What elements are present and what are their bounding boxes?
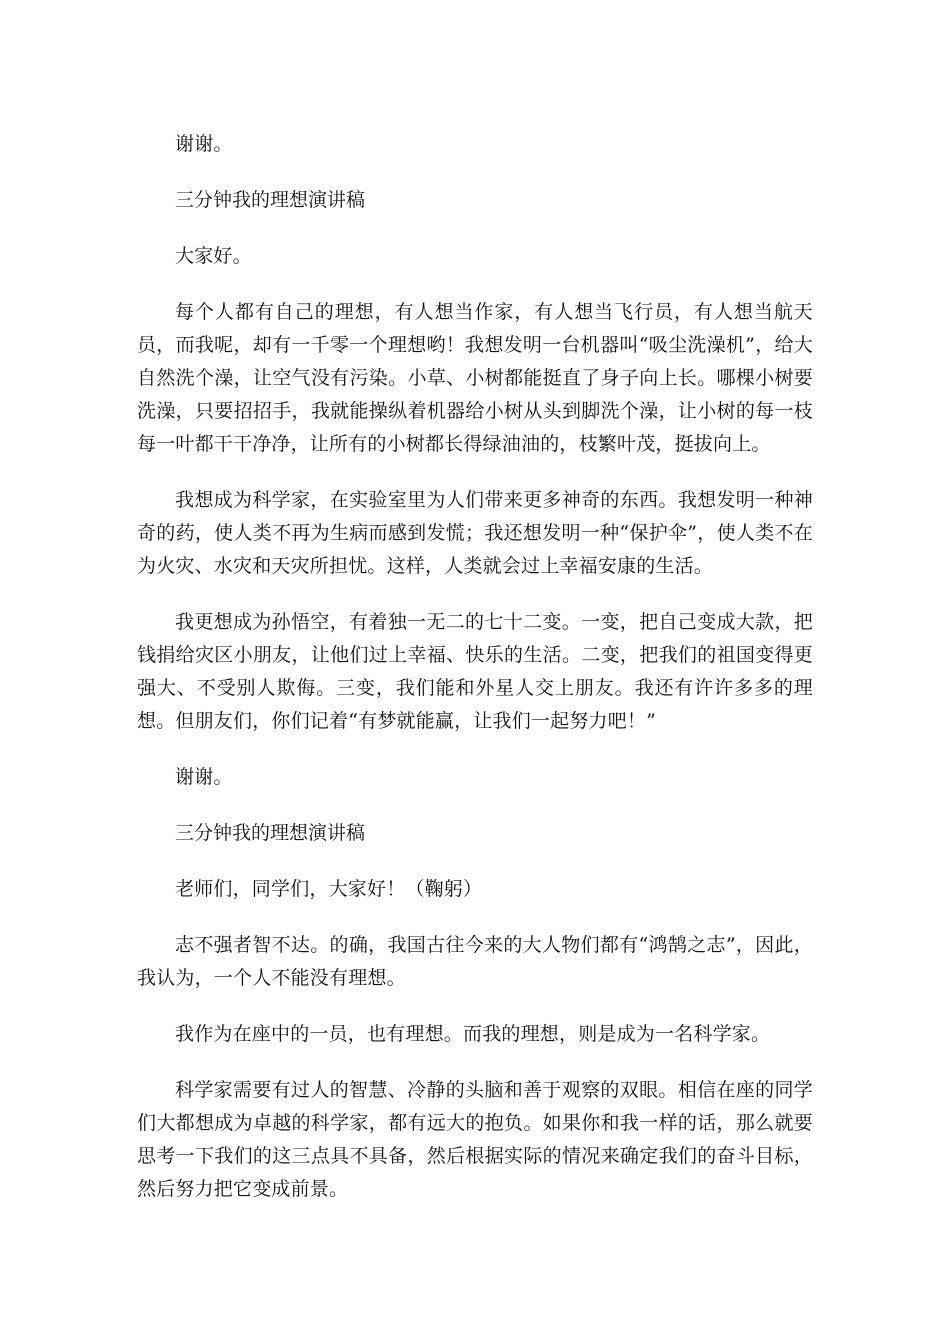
paragraph-body: 我更想成为孙悟空，有着独一无二的七十二变。一变，把自己变成大款，把钱捐给灾区小朋友，让他们过上幸福、快乐的生活。二变，把我们的祖国变得更强大、不受别人欺侮。三变，我们能和外星人交上朋友。我还有许许多多的理想。但朋友们，你们记着“有梦就能赢，让我们一起努力吧！” [137, 611, 813, 732]
paragraph-thanks-1: 谢谢。 [175, 133, 233, 155]
speech-title-2: 三分钟我的理想演讲稿 [175, 822, 366, 844]
paragraph-body: 我作为在座中的一员，也有理想。而我的理想，则是成为一名科学家。 [175, 1023, 771, 1045]
paragraph-body: 科学家需要有过人的智慧、冷静的头脑和善于观察的双眼。相信在座的同学们大都想成为卓越的科学家，都有远大的抱负。如果你和我一样的话，那么就要思考一下我们的这三点具不具备，然后根据实际的情况来确定我们的奋斗目标，然后努力把它变成前景。 [137, 1079, 813, 1200]
speech-title-1: 三分钟我的理想演讲稿 [175, 189, 366, 211]
paragraph-greeting-2: 老师们，同学们，大家好！（鞠躬） [175, 878, 483, 900]
paragraph-body: 每个人都有自己的理想，有人想当作家，有人想当飞行员，有人想当航天员，而我呢，却有一千零一个理想哟！我想发明一台机器叫“吸尘洗澡机”，给大自然洗个澡，让空气没有污染。小草、小树都能挺直了身子向上长。哪棵小树要洗澡，只要招招手，我就能操纵着机器给小树从头到脚洗个澡，让小树的每一枝每一叶都干干净净，让所有的小树都长得绿油油的，枝繁叶茂，挺拔向上。 [137, 301, 813, 455]
paragraph-greeting-1: 大家好。 [175, 245, 252, 267]
document-body [137, 128, 813, 1229]
paragraph-body: 我想成为科学家，在实验室里为人们带来更多神奇的东西。我想发明一种神奇的药，使人类不再为生病而感到发慌；我还想发明一种“保护伞”，使人类不在为火灾、水灾和天灾所担忧。这样，人类就会过上幸福安康的生活。 [137, 489, 813, 577]
paragraph-thanks-2: 谢谢。 [175, 766, 233, 788]
paragraph-body: 志不强者智不达。的确，我国古往今来的大人物们都有“鸿鹄之志”，因此，我认为，一个人不能没有理想。 [137, 934, 813, 989]
